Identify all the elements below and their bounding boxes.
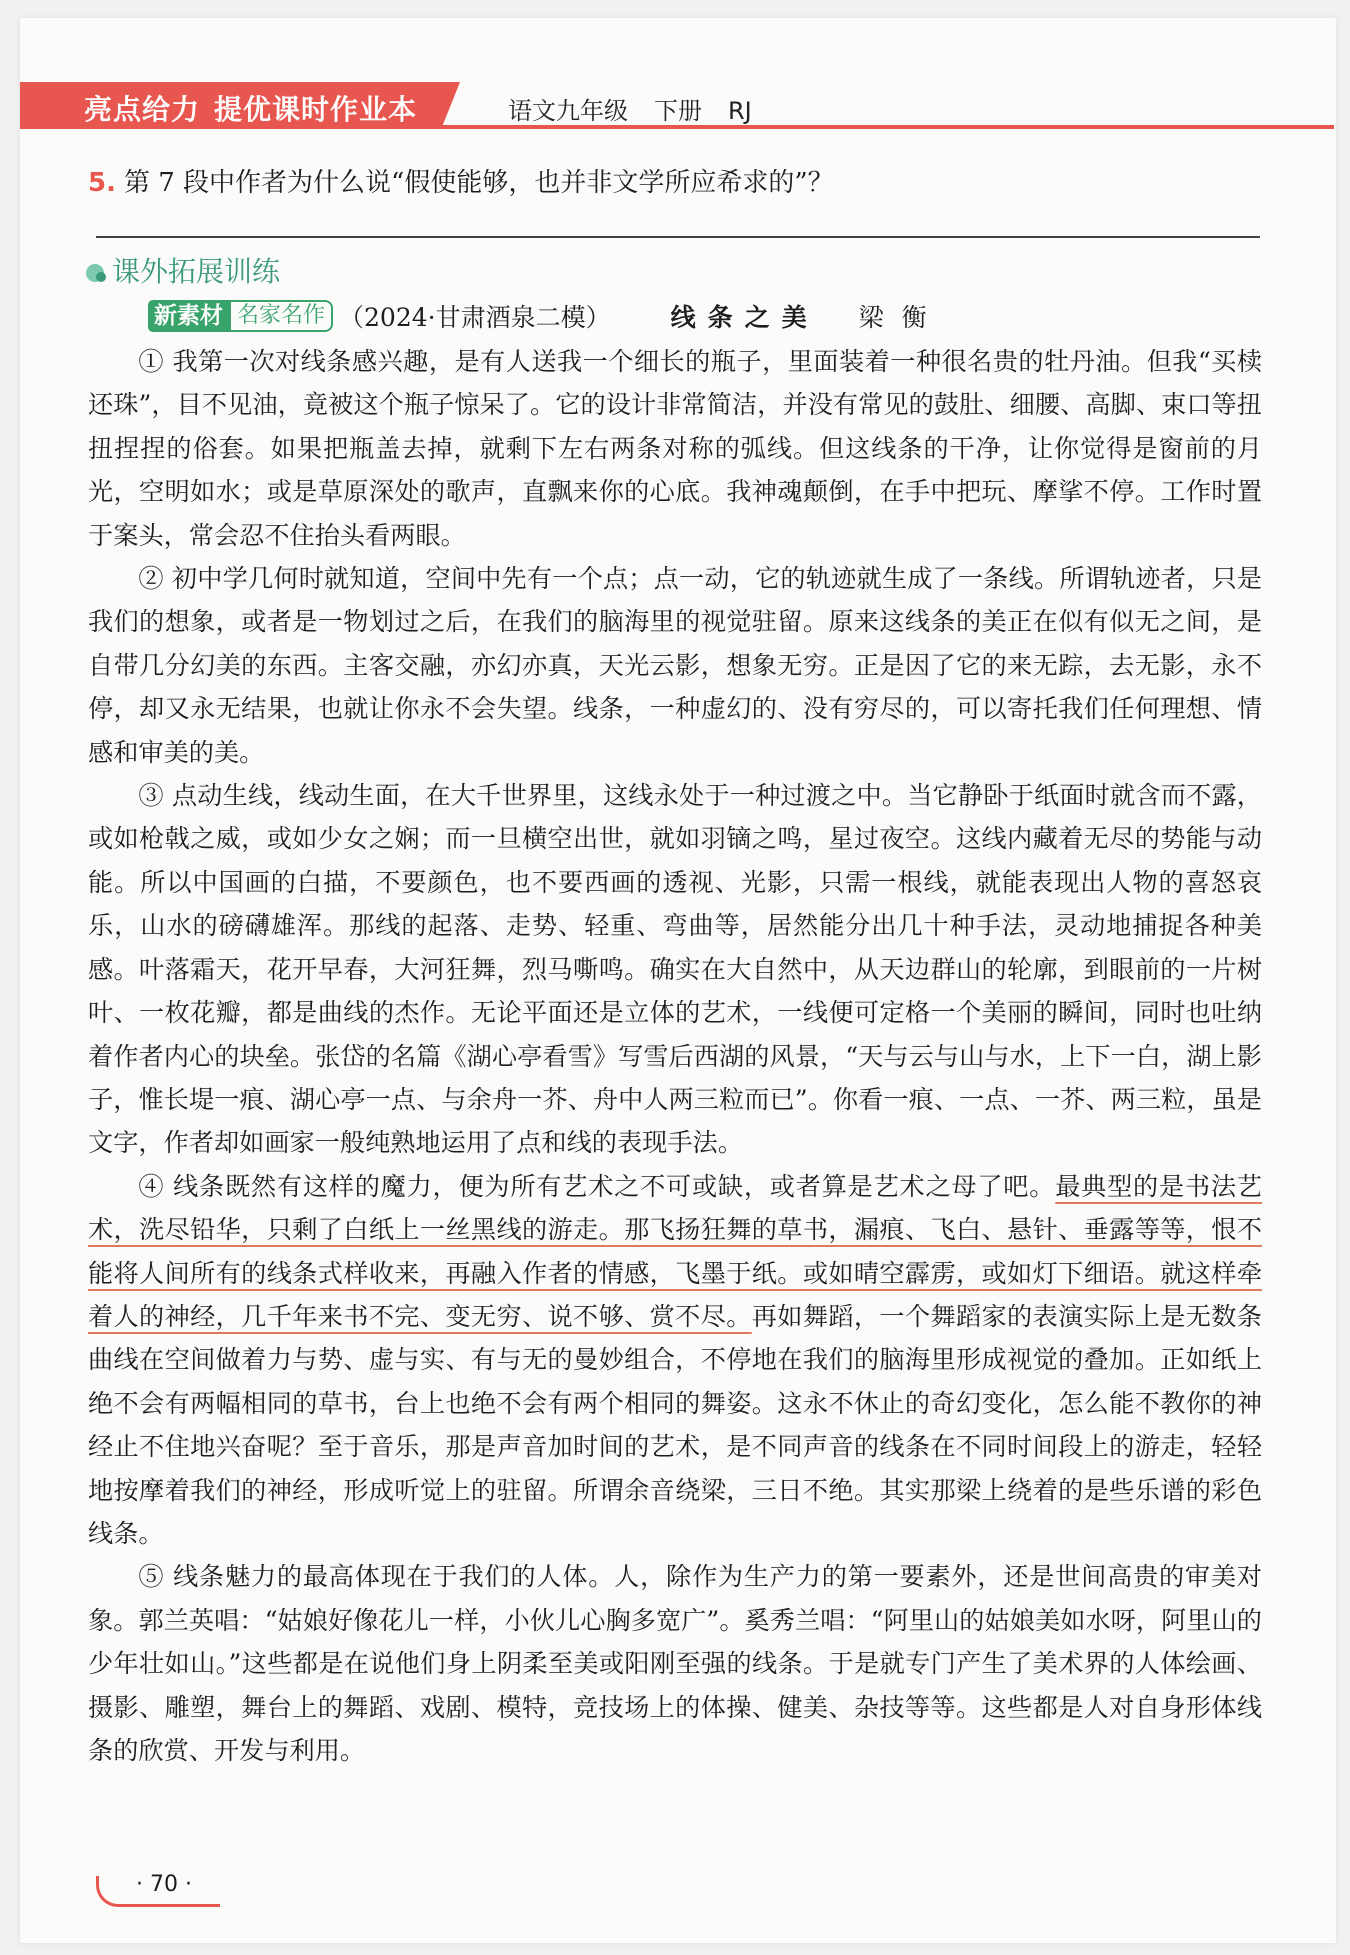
paragraph-3: [88, 774, 1262, 1165]
tag-new-material: 新素材: [148, 300, 229, 332]
article-source: （2024·甘肃酒泉二模）: [339, 303, 611, 332]
section-title-text: 课外拓展训练: [112, 255, 281, 288]
book-volume: 下册: [654, 97, 702, 125]
page-number: · 70 ·: [136, 1872, 192, 1897]
footer-curve-decoration: [96, 1876, 127, 1907]
paragraph-1: [88, 340, 1262, 557]
question-number: 5.: [88, 168, 116, 198]
underlined-passage: 最典型的是书法艺术，洗尽铅华，只剩了白纸上一丝黑线的游走。那飞扬狂舞的草书，漏痕、飞白、悬针、垂露等等，恨不能将人间所有的线条式样收来，再融入作者的情感，飞墨于纸。或如晴空霹雳，或如灯下细语。就这样牵着人的神经，几千年来书不完、变无穷、说不够、赏不尽。: [88, 1171, 1262, 1331]
article-header: [148, 298, 945, 332]
brand-subtitle: 提优课时作业本: [214, 93, 418, 126]
tag-famous-work: 名家名作: [229, 300, 333, 332]
article-title: 线条之美: [670, 303, 819, 332]
section-title: [86, 250, 280, 290]
article-body: [88, 340, 1262, 1772]
paragraph-text: ④ 线条既然有这样的魔力，便为所有艺术之不可或缺，或者算是艺术之母了吧。: [138, 1171, 1056, 1201]
paragraph-2: [88, 557, 1262, 774]
paragraph-text: ① 我第一次对线条感兴趣，是有人送我一个细长的瓶子，里面装着一种很名贵的牡丹油。但我“买椟还珠”，目不见油，竟被这个瓶子惊呆了。它的设计非常简洁，并没有常见的鼓肚、细腰、高脚、束口等扭扭捏捏的俗套。如果把瓶盖去掉，就剩下左右两条对称的弧线。但这线条的干净，让你觉得是窗前的月光，空明如水；或是草原深处的歌声，直飘来你的心底。我神魂颠倒，在手中把玩、摩挲不停。工作时置于案头，常会忍不住抬头看两眼。: [88, 347, 1262, 550]
paragraph-5: [88, 1555, 1262, 1772]
paragraph-text: ② 初中学几何时就知道，空间中先有一个点；点一动，它的轨迹就生成了一条线。所谓轨迹者，只是我们的想象，或者是一物划过之后，在我们的脑海里的视觉驻留。原来这线条的美正在似有似无之间，是自带几分幻美的东西。主客交融，亦幻亦真，天光云影，想象无穷。正是因了它的来无踪，去无影，永不停，却又永无结果，也就让你永不会失望。线条，一种虚幻的、没有穷尽的，可以寄托我们任何理想、情感和审美的美。: [88, 564, 1262, 767]
footer-underline: [120, 1904, 220, 1907]
brand-title: [84, 88, 417, 128]
question-5: [88, 162, 834, 199]
answer-line: [96, 236, 1260, 238]
paragraph-4: [88, 1165, 1262, 1556]
page-footer: [96, 1872, 226, 1912]
paragraph-text: 再如舞蹈，一个舞蹈家的表演实际上是无数条曲线在空间做着力与势、虚与实、有与无的曼妙组合，不停地在我们的脑海里形成视觉的叠加。正如纸上绝不会有两幅相同的草书，台上也绝不会有两个相同的舞姿。这永不休止的奇幻变化，怎么能不教你的神经止不住地兴奋呢？至于音乐，那是声音加时间的艺术，是不同声音的线条在不同时间段上的游走，轻轻地按摩着我们的神经，形成听觉上的驻留。所谓余音绕梁，三日不绝。其实那梁上绕着的是些乐谱的彩色线条。: [88, 1301, 1263, 1548]
bullet-icon: [86, 264, 104, 282]
paragraph-text: ⑤ 线条魅力的最高体现在于我们的人体。人，除作为生产力的第一要素外，还是世间高贵的审美对象。郭兰英唱：“姑娘好像花儿一样，小伙儿心胸多宽广”。奚秀兰唱：“阿里山的姑娘美如水呀，阿里山的少年壮如山。”这些都是在说他们身上阴柔至美或阳刚至强的线条。于是就专门产生了美术界的人体绘画、摄影、雕塑，舞台上的舞蹈、戏剧、模特，竞技场上的体操、健美、杂技等等。这些都是人对自身形体线条的欣赏、开发与利用。: [88, 1562, 1262, 1765]
article-author: 梁衡: [858, 303, 945, 332]
page-header: [20, 82, 1334, 130]
brand-name: 亮点给力: [84, 93, 201, 126]
book-subject: 语文九年级: [508, 97, 628, 125]
book-info: [508, 91, 778, 126]
question-text: 第 7 段中作者为什么说“假使能够，也并非文学所应希求的”？: [123, 168, 834, 198]
book-edition: RJ: [728, 97, 752, 125]
paragraph-text: ③ 点动生线，线动生面，在大千世界里，这线永处于一种过渡之中。当它静卧于纸面时就含而不露，或如枪戟之威，或如少女之娴；而一旦横空出世，就如羽镝之鸣，星过夜空。这线内藏着无尽的势能与动能。所以中国画的白描，不要颜色，也不要西画的透视、光影，只需一根线，就能表现出人物的喜怒哀乐，山水的磅礴雄浑。那线的起落、走势、轻重、弯曲等，居然能分出几十种手法，灵动地捕捉各种美感。叶落霜天，花开早春，大河狂舞，烈马嘶鸣。确实在大自然中，从天边群山的轮廓，到眼前的一片树叶、一枚花瓣，都是曲线的杰作。无论平面还是立体的艺术，一线便可定格一个美丽的瞬间，同时也吐纳着作者内心的块垒。张岱的名篇《湖心亭看雪》写雪后西湖的风景，“天与云与山与水，上下一白，湖上影子，惟长堤一痕、湖心亭一点、与余舟一芥、舟中人两三粒而已”。你看一痕、一点、一芥、两三粒，虽是文字，作者却如画家一般纯熟地运用了点和线的表现手法。: [88, 781, 1262, 1158]
